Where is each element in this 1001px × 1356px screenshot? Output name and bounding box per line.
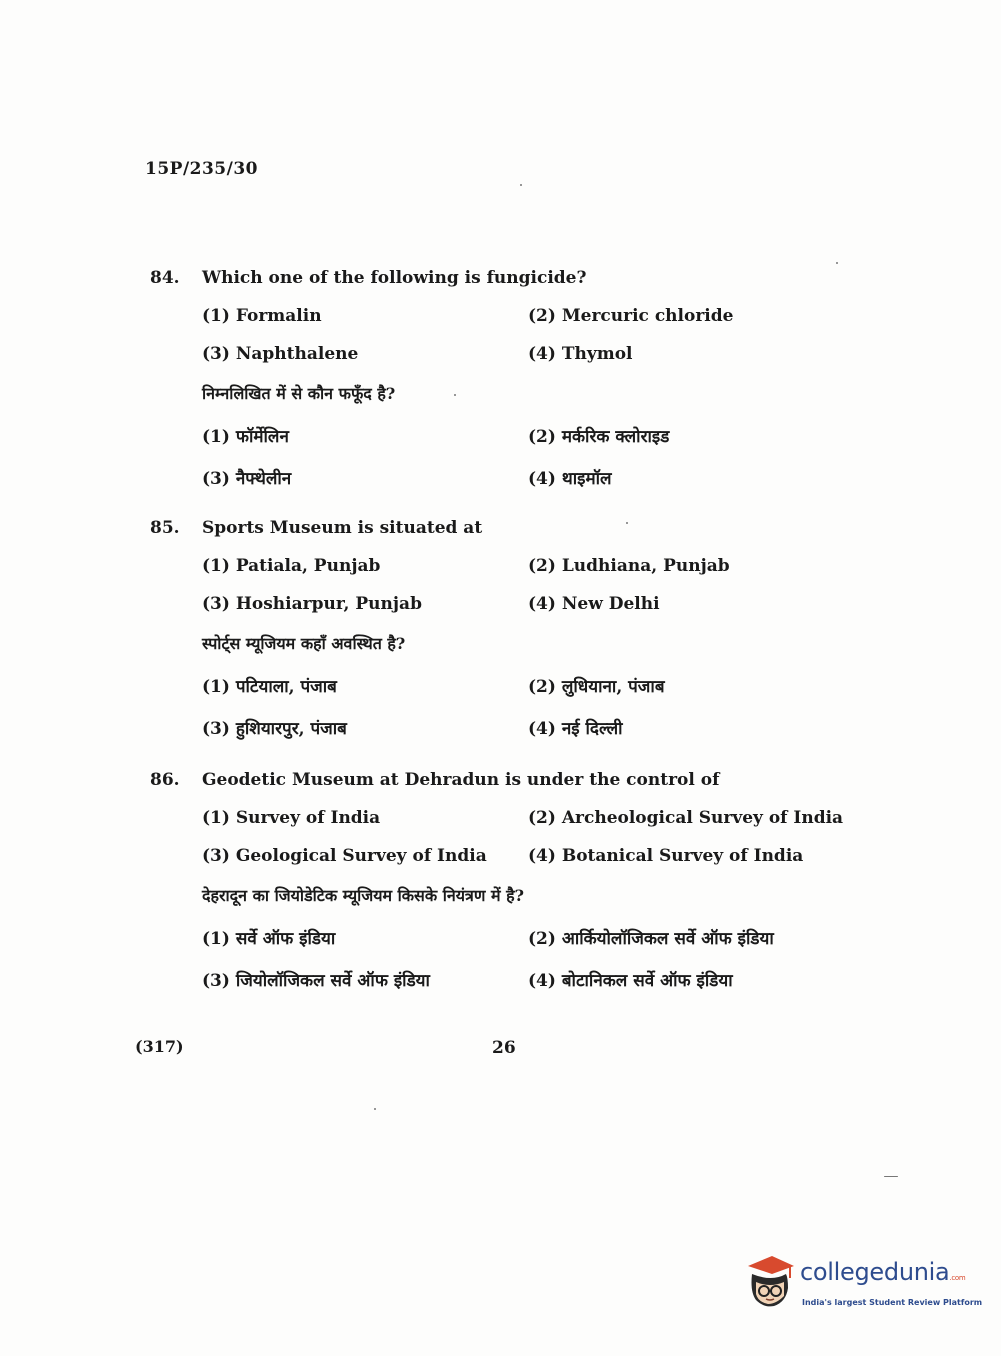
option-4: (4) Thymol <box>528 344 633 364</box>
option-4-hindi: (4) बोटानिकल सर्वे ऑफ इंडिया <box>528 971 733 991</box>
question-line <box>150 518 850 548</box>
option-row <box>150 808 850 846</box>
collegedunia-logo <box>742 1252 983 1312</box>
question-85 <box>150 518 850 754</box>
question-86 <box>150 770 850 1006</box>
option-1-hindi: (1) पटियाला, पंजाब <box>202 677 337 697</box>
option-row-hindi <box>150 466 850 504</box>
option-row <box>150 344 850 382</box>
option-2-hindi: (2) मर्करिक क्लोराइड <box>528 427 670 447</box>
scan-speck <box>374 1108 376 1110</box>
option-row <box>150 306 850 344</box>
option-row <box>150 846 850 884</box>
option-row-hindi <box>150 424 850 462</box>
option-4: (4) New Delhi <box>528 594 660 614</box>
option-row <box>150 594 850 632</box>
question-number: 86. <box>150 770 180 790</box>
question-text-hindi: निम्नलिखित में से कौन फफूँद है? <box>202 384 396 403</box>
option-4-hindi: (4) थाइमॉल <box>528 469 612 489</box>
option-1: (1) Formalin <box>202 306 322 326</box>
option-3-hindi: (3) हुशियारपुर, पंजाब <box>202 719 347 739</box>
option-2-hindi: (2) लुधियाना, पंजाब <box>528 677 665 697</box>
option-1-hindi: (1) सर्वे ऑफ इंडिया <box>202 929 336 949</box>
brand-word: collegedunia <box>800 1258 950 1286</box>
paper-code: 15P/235/30 <box>145 159 259 179</box>
question-line <box>150 268 850 298</box>
option-row-hindi <box>150 716 850 754</box>
brand-domain-suffix: .com <box>949 1274 966 1282</box>
option-2: (2) Ludhiana, Punjab <box>528 556 730 576</box>
option-3: (3) Geological Survey of India <box>202 846 487 866</box>
page-number: 26 <box>492 1038 516 1058</box>
series-code: (317) <box>135 1037 184 1056</box>
question-text: Which one of the following is fungicide? <box>202 268 587 288</box>
question-number: 84. <box>150 268 180 288</box>
question-84 <box>150 268 850 504</box>
option-1: (1) Survey of India <box>202 808 381 828</box>
option-row <box>150 556 850 594</box>
option-row-hindi <box>150 926 850 964</box>
option-2: (2) Mercuric chloride <box>528 306 734 326</box>
option-row-hindi <box>150 674 850 712</box>
question-line <box>150 770 850 800</box>
question-text: Geodetic Museum at Dehradun is under the control of <box>202 770 720 790</box>
scan-speck <box>520 184 522 186</box>
scan-speck <box>626 522 628 524</box>
question-text-hindi: देहरादून का जियोडेटिक म्यूजियम किसके नियंत्रण में है? <box>202 886 524 905</box>
option-2: (2) Archeological Survey of India <box>528 808 844 828</box>
option-1: (1) Patiala, Punjab <box>202 556 381 576</box>
option-3: (3) Hoshiarpur, Punjab <box>202 594 422 614</box>
option-1-hindi: (1) फॉर्मेलिन <box>202 427 289 447</box>
question-text-hindi: स्पोर्ट्स म्यूजियम कहाँ अवस्थित है? <box>202 634 406 653</box>
scan-speck <box>454 394 456 396</box>
scan-speck <box>884 1176 898 1177</box>
option-3: (3) Naphthalene <box>202 344 359 364</box>
question-number: 85. <box>150 518 180 538</box>
question-text: Sports Museum is situated at <box>202 518 483 538</box>
option-4-hindi: (4) नई दिल्ली <box>528 719 623 739</box>
scan-speck <box>836 262 838 264</box>
option-2-hindi: (2) आर्कियोलॉजिकल सर्वे ऑफ इंडिया <box>528 929 774 949</box>
option-3-hindi: (3) नैफ्थेलीन <box>202 469 292 489</box>
student-mascot-icon <box>742 1252 798 1312</box>
brand-name <box>800 1258 965 1286</box>
option-3-hindi: (3) जियोलॉजिकल सर्वे ऑफ इंडिया <box>202 971 430 991</box>
brand-tagline: India's largest Student Review Platform <box>802 1298 983 1307</box>
option-row-hindi <box>150 968 850 1006</box>
option-4: (4) Botanical Survey of India <box>528 846 804 866</box>
